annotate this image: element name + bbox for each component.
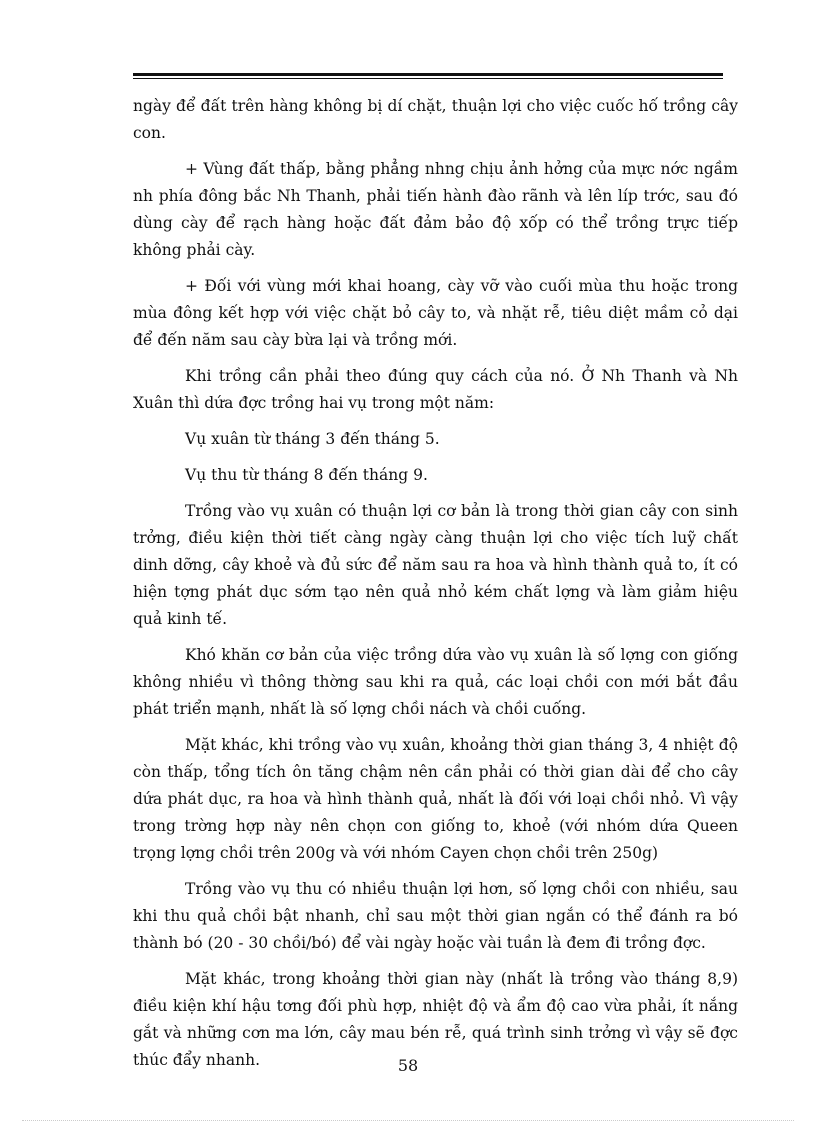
document-body — [133, 93, 738, 1083]
paragraph-7: Trồng vào vụ xuân có thuận lợi cơ bản là trong thời gian cây con sinh trởng, điều kiện thời tiết càng ngày càng thuận lợi cho việc tích luỹ chất dinh dỡng, cây khoẻ và đủ sức để năm sau ra hoa và hình thành quả to, ít có hiện tợng phát dục sớm tạo nên quả nhỏ kém chất lợng và làm giảm hiệu quả kinh tế. — [133, 502, 738, 628]
header-rule-thin — [133, 78, 723, 79]
paragraph-5: Vụ xuân từ tháng 3 đến tháng 5. — [185, 430, 440, 448]
paragraph-3: + Đối với vùng mới khai hoang, cày vỡ vào cuối mùa thu hoặc trong mùa đông kết hợp với việc chặt bỏ cây to, và nhặt rễ, tiêu diệt mầm cỏ dại để đến năm sau cày bừa lại và trồng mới. — [133, 277, 738, 349]
paragraph-9: Mặt khác, khi trồng vào vụ xuân, khoảng thời gian tháng 3, 4 nhiệt độ còn thấp, tổng tích ôn tăng chậm nên cần phải có thời gian dài để cho cây dứa phát dục, ra hoa và hình thành quả, nhất là đối với loại chồi nhỏ. Vì vậy trong trờng hợp này nên chọn con giống to, khoẻ (với nhóm dứa Queen trọng lợng chồi trên 200g và với nhóm Cayen chọn chồi trên 250g) — [133, 736, 738, 862]
paragraph-8: Khó khăn cơ bản của việc trồng dứa vào vụ xuân là số lợng con giống không nhiều vì thông thờng sau khi ra quả, các loại chồi con mới bắt đầu phát triển mạnh, nhất là số lợng chồi nách và chồi cuống. — [133, 646, 738, 718]
paragraph-10: Trồng vào vụ thu có nhiều thuận lợi hơn, số lợng chồi con nhiều, sau khi thu quả chồi bật nhanh, chỉ sau một thời gian ngắn có thể đánh ra bó thành bó (20 - 30 chồi/bó) để vài ngày hoặc vài tuần là đem đi trồng đợc. — [133, 880, 738, 952]
paragraph-6: Vụ thu từ tháng 8 đến tháng 9. — [185, 466, 428, 484]
paragraph-4: Khi trồng cần phải theo đúng quy cách của nó. Ở Nh Thanh và Nh Xuân thì dứa đợc trồng hai vụ trong một năm: — [133, 367, 738, 412]
paragraph-11: Mặt khác, trong khoảng thời gian này (nhất là trồng vào tháng 8,9) điều kiện khí hậu tơng đối phù hợp, nhiệt độ và ẩm độ cao vừa phải, ít nắng gắt và những cơn ma lớn, cây mau bén rễ, quá trình sinh trởng vì vậy sẽ đợc thúc đẩy nhanh. — [133, 970, 738, 1069]
footer-dotted-line — [22, 1120, 794, 1121]
header-rule-thick — [133, 73, 723, 76]
paragraph-1: ngày để đất trên hàng không bị dí chặt, thuận lợi cho việc cuốc hố trồng cây con. — [133, 97, 738, 142]
paragraph-2: + Vùng đất thấp, bằng phẳng nhng chịu ảnh hởng của mực nớc ngầm nh phía đông bắc Nh Thanh, phải tiến hành đào rãnh và lên líp trớc, sau đó dùng cày để rạch hàng hoặc đất đảm bảo độ xốp có thể trồng trực tiếp không phải cày. — [133, 160, 738, 259]
page-number: 58 — [397, 1056, 419, 1075]
